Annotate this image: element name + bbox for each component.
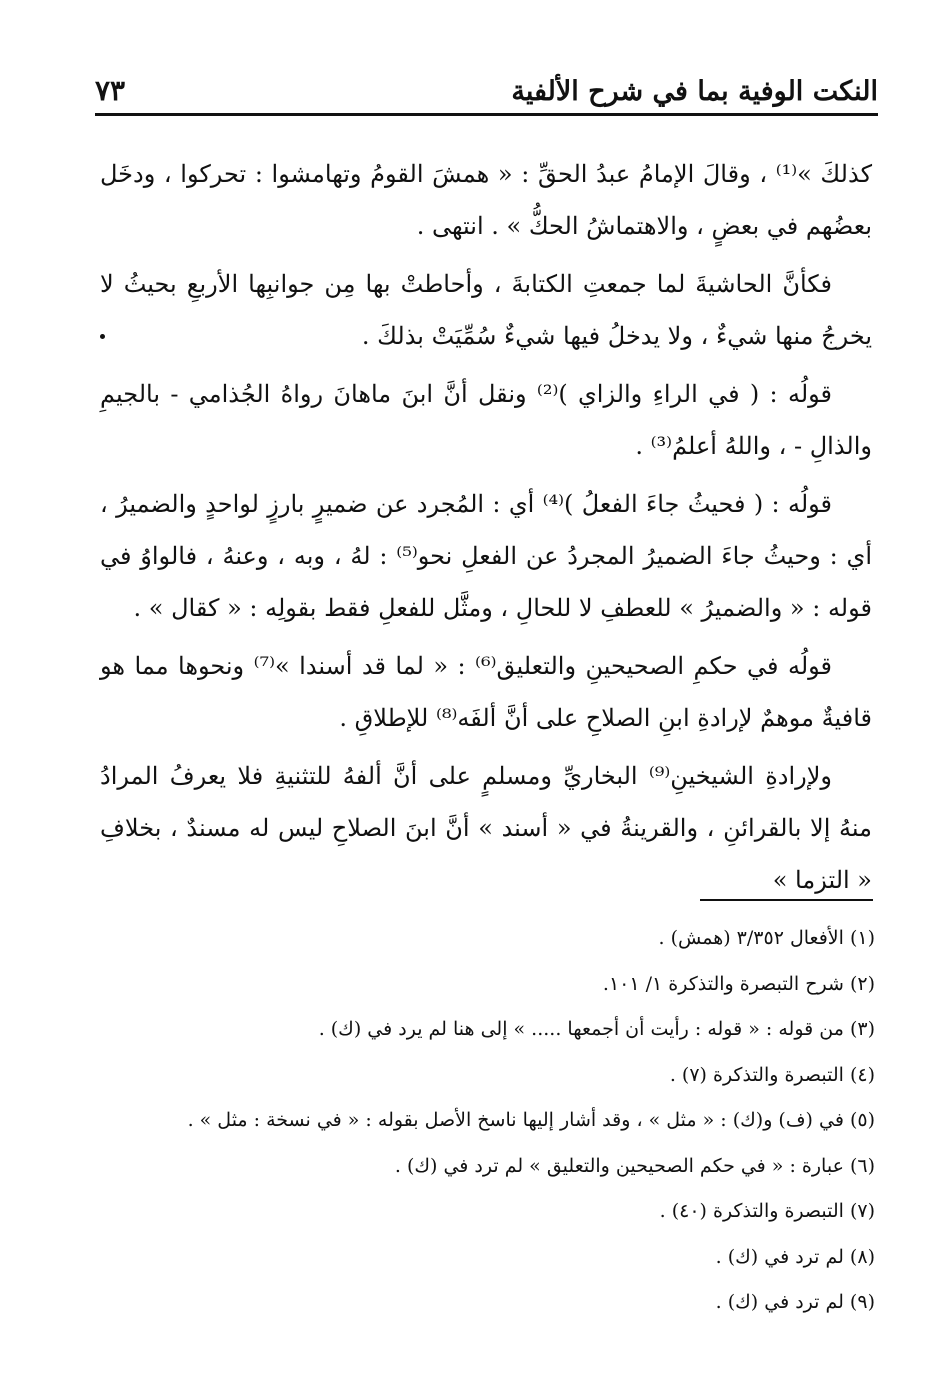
paragraph: قولُه : ( فحيثُ جاءَ الفعلُ )⁽⁴⁾ أي : المُجرد عن ضميرٍ بارزٍ لواحدٍ والضميرُ ، أي : وحيثُ جاءَ الضميرُ المجردُ عن الفعلِ نحو⁽⁵⁾ : لهُ ، وبه ، وعنهُ ، فالواوُ في قوله : « والضميرُ » للعطفِ لا للحالِ ، ومثَّل للفعلِ فقط بقولِه : « كقال » . [100, 490, 872, 622]
footnote: (٢) شرح التبصرة والتذكرة ١/ ١٠١. [602, 972, 875, 995]
book-title: النكت الوفية بما في شرح الألفية [511, 76, 878, 107]
page-number: ٧٣ [95, 74, 126, 107]
footnote: (١) الأفعال ٣/٣٥٢ (همش) . [658, 927, 875, 949]
footnote: (٥) في (ف) و(ك) : « مثل » ، وقد أشار إليها ناسخ الأصل بقوله : « في نسخة : مثل » . [187, 1109, 875, 1131]
footnote: (٣) من قوله : « قوله : رأيت أن أجمعها ..... » إلى هنا لم يرد في (ك) . [318, 1018, 875, 1040]
footnote-separator [700, 899, 873, 901]
footnotes [187, 916, 875, 1326]
paragraph: قولُه : ( في الراءِ والزاي )⁽²⁾ ونقل أنَّ ابنَ ماهانَ رواهُ الجُذامي - بالجيمِ والذالِ - ، واللهُ أعلمُ⁽³⁾ . [100, 380, 872, 460]
paragraph: فكأنَّ الحاشيةَ لما جمعتِ الكتابةَ ، وأحاطتْ بها مِن جوانبِها الأربعِ بحيثُ لا يخرجُ منها شيءٌ ، ولا يدخلُ فيها شيءٌ سُمِّيَتْ بذلكَ . [100, 270, 872, 350]
footnote: (٩) لم ترد في (ك) . [715, 1291, 875, 1313]
scan-speck [100, 334, 105, 339]
footnote: (٦) عبارة : « في حكم الصحيحين والتعليق » لم ترد في (ك) . [394, 1154, 875, 1177]
paragraph: قولُه في حكمِ الصحيحينِ والتعليق⁽⁶⁾ : « لما قد أسندا »⁽⁷⁾ ونحوها مما هو قافيةٌ موهمٌ لإرادةِ ابنِ الصلاحِ على أنَّ ألفَه⁽⁸⁾ للإطلاقِ . [100, 652, 872, 732]
main-text [100, 148, 872, 912]
paragraph: كذلكَ »⁽¹⁾ ، وقالَ الإمامُ عبدُ الحقِّ : « همشَ القومُ وتهامشوا : تحركوا ، ودخَل بعضُهم في بعضٍ ، والاهتماشُ الحكُّ » . انتهى . [100, 160, 872, 240]
footnote: (٤) التبصرة والتذكرة (٧) . [669, 1063, 875, 1086]
running-header [95, 68, 878, 116]
paragraph: ولإرادةِ الشيخينِ⁽⁹⁾ البخاريِّ ومسلمٍ على أنَّ ألفهُ للتثنيةِ فلا يعرفُ المرادُ منهُ إلا بالقرائنِ ، والقرينةُ في « أسند » أنَّ ابنَ الصلاحِ ليس له مسندٌ ، بخلافِ « التزما » [100, 762, 872, 894]
footnote: (٧) التبصرة والتذكرة (٤٠) . [659, 1200, 875, 1222]
footnote: (٨) لم ترد في (ك) . [715, 1245, 875, 1268]
